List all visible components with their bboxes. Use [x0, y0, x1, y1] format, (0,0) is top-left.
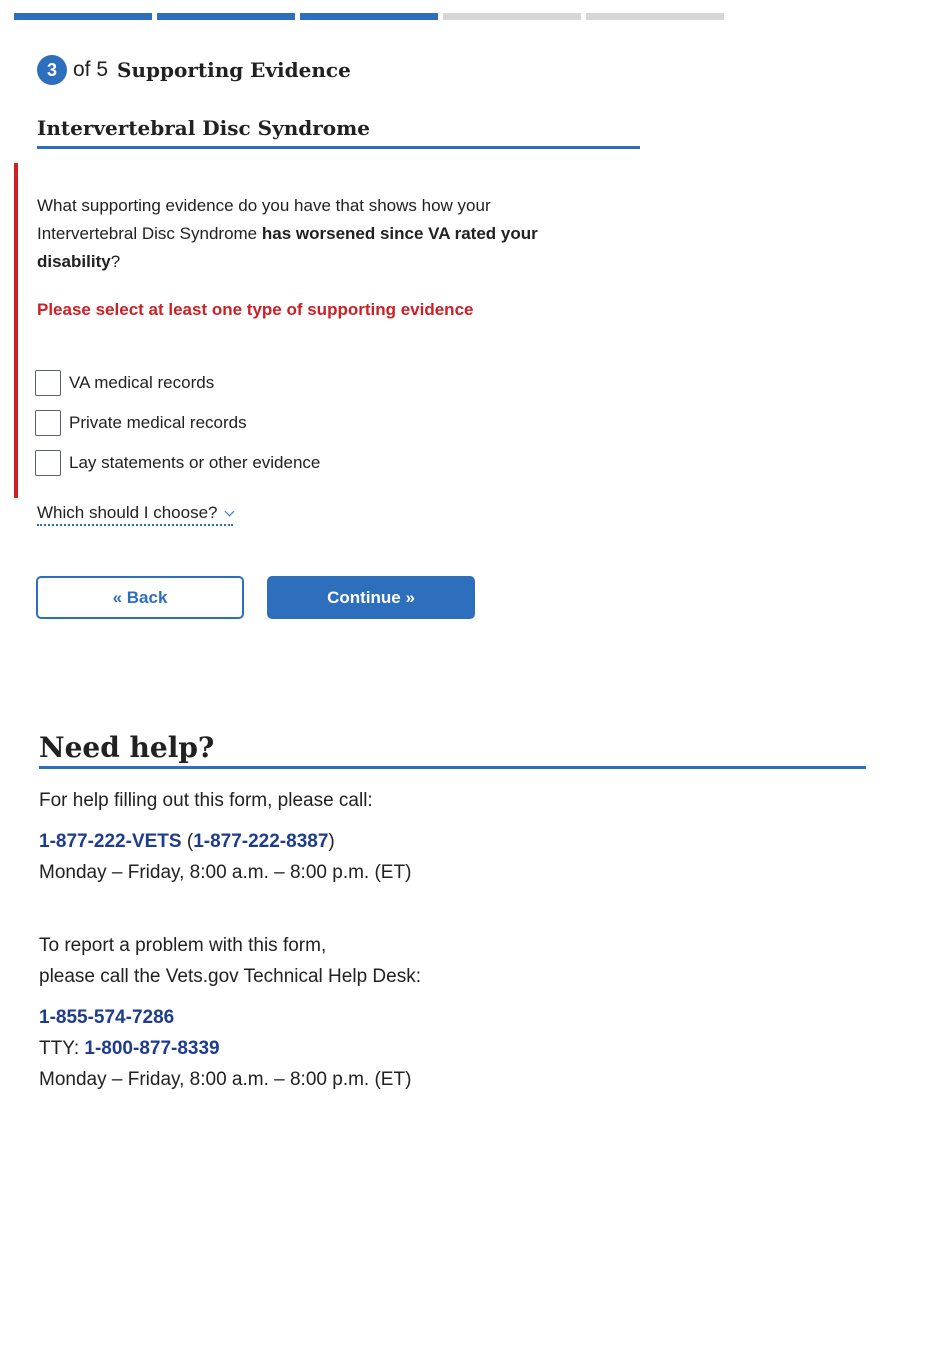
progress-segment	[586, 13, 724, 20]
help-intro: For help filling out this form, please call:	[39, 790, 373, 811]
question-emphasis-end: disability	[37, 252, 111, 271]
back-button[interactable]: « Back	[36, 576, 244, 619]
progress-segment	[14, 13, 152, 20]
paren-open: (	[181, 831, 194, 852]
progress-segment	[157, 13, 295, 20]
which-link-text: Which should I choose?	[37, 503, 218, 522]
help-hours: Monday – Friday, 8:00 a.m. – 8:00 p.m. (ET)	[39, 862, 412, 883]
help-title: Need help?	[39, 731, 866, 769]
step-title: Supporting Evidence	[117, 58, 351, 82]
tty-line	[39, 1033, 220, 1064]
question-emphasis: has worsened since VA rated your	[261, 224, 538, 243]
evidence-question	[37, 192, 577, 276]
condition-title: Intervertebral Disc Syndrome	[37, 116, 640, 149]
evidence-options	[35, 369, 320, 489]
checkbox-va-medical-records[interactable]	[35, 370, 61, 396]
checkbox-lay-statements[interactable]	[35, 450, 61, 476]
paren-close: )	[328, 831, 335, 852]
chevron-down-icon	[224, 506, 234, 516]
option-va-medical-records[interactable]	[35, 369, 320, 396]
helpdesk-phone-line	[39, 1002, 174, 1033]
question-mark: ?	[110, 252, 121, 271]
error-message: Please select at least one type of supporting evidence	[37, 300, 474, 319]
phone-vets-numeric-link[interactable]: 1-877-222-8387	[193, 831, 329, 852]
help-report-line2: please call the Vets.gov Technical Help Desk:	[39, 966, 421, 987]
helpdesk-phone-link[interactable]: 1-855-574-7286	[39, 1007, 175, 1028]
question-line1: What supporting evidence do you have that shows how your	[37, 196, 491, 215]
option-label: VA medical records	[69, 372, 215, 392]
progress-segment	[300, 13, 438, 20]
option-private-medical-records[interactable]	[35, 409, 320, 436]
which-should-i-choose-toggle[interactable]	[37, 503, 233, 526]
progress-bar	[14, 13, 724, 20]
phone-vets-link[interactable]: 1-877-222-VETS	[39, 831, 182, 852]
continue-button[interactable]: Continue »	[267, 576, 475, 619]
progress-segment	[443, 13, 581, 20]
step-of-total: of 5	[73, 58, 109, 81]
helpdesk-hours: Monday – Friday, 8:00 a.m. – 8:00 p.m. (ET)	[39, 1069, 412, 1090]
tty-phone-link[interactable]: 1-800-877-8339	[84, 1038, 220, 1059]
error-indicator-bar	[14, 163, 18, 498]
help-phone-line	[39, 826, 335, 857]
option-label: Private medical records	[69, 412, 247, 432]
step-indicator	[37, 55, 351, 85]
option-lay-statements[interactable]	[35, 449, 320, 476]
option-label: Lay statements or other evidence	[69, 452, 321, 472]
step-number-badge: 3	[37, 55, 67, 85]
tty-label: TTY:	[39, 1038, 85, 1059]
checkbox-private-medical-records[interactable]	[35, 410, 61, 436]
question-condition: Intervertebral Disc Syndrome	[37, 224, 258, 243]
help-report-line1: To report a problem with this form,	[39, 935, 327, 956]
